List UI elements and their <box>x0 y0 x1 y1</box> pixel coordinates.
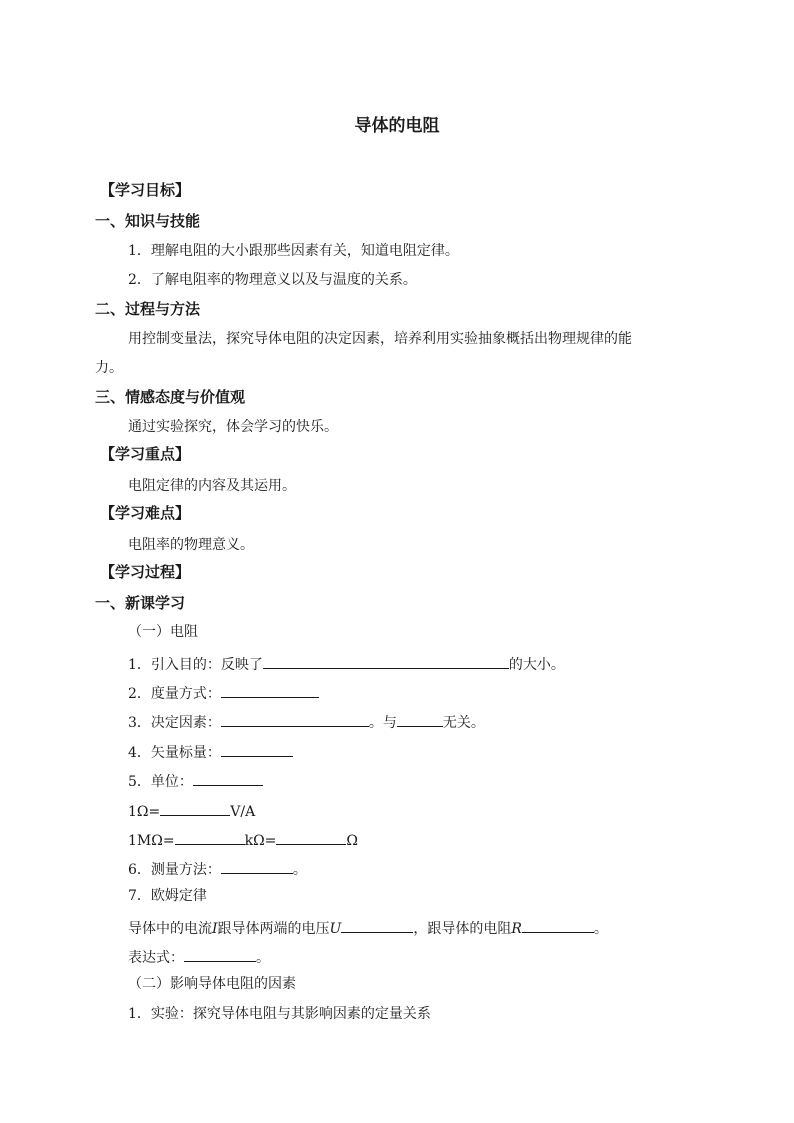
item4-label: 4．矢量标量： <box>128 745 221 761</box>
new-lesson-heading: 一、新课学习 <box>95 594 186 612</box>
item2-label: 2．度量方式： <box>128 686 221 702</box>
item3-prefix: 3．决定因素： <box>128 715 221 731</box>
voltage-symbol: U <box>329 921 342 937</box>
item3-suffix: 无关。 <box>442 715 485 731</box>
knowledge-heading: 一、知识与技能 <box>95 212 201 230</box>
factors-subheading: （二）影响导体电阻的因素 <box>128 976 296 992</box>
blank-voltage-relation <box>341 916 413 933</box>
expression-line <box>128 945 270 968</box>
process-heading: 二、过程与方法 <box>95 300 201 318</box>
blank-vector-scalar <box>221 740 293 757</box>
mohm-mid: kΩ= <box>244 833 277 849</box>
resistance-item-3 <box>128 710 485 733</box>
blank-measure <box>221 681 319 698</box>
resistance-item-2 <box>128 681 319 704</box>
item5-label: 5．单位： <box>128 774 193 790</box>
resistance-symbol: R <box>511 921 522 937</box>
difficulty-heading: 【学习难点】 <box>100 504 191 522</box>
blank-resistance-relation <box>522 916 594 933</box>
resistance-subheading: （一）电阻 <box>128 624 198 640</box>
factors-item-1: 1．实验：探究导体电阻与其影响因素的定量关系 <box>128 1006 431 1022</box>
ohm-conversion <box>128 799 255 822</box>
resistance-item-6 <box>128 857 307 880</box>
blank-kohm <box>175 828 245 845</box>
process-text-line2: 力。 <box>95 360 123 376</box>
item1-suffix: 的大小。 <box>508 657 565 673</box>
blank-measure-method <box>221 857 293 874</box>
blank-ohm-2 <box>276 828 346 845</box>
ohm-prefix: 1Ω= <box>128 804 161 820</box>
megaohm-conversion <box>128 828 358 851</box>
process-learning-heading: 【学习过程】 <box>100 563 191 581</box>
resistance-item-5 <box>128 769 263 792</box>
item3-mid: 。与 <box>368 715 397 731</box>
page-title: 导体的电阻 <box>354 116 440 136</box>
knowledge-item-2: 2．了解电阻率的物理意义以及与温度的关系。 <box>128 272 417 288</box>
focus-heading: 【学习重点】 <box>100 445 191 463</box>
blank-ohm <box>160 799 230 816</box>
difficulty-text: 电阻率的物理意义。 <box>128 537 254 553</box>
ohm-law-part-a: 导体中的电流 <box>128 921 212 937</box>
knowledge-item-1: 1．理解电阻的大小跟那些因素有关，知道电阻定律。 <box>128 243 459 259</box>
objectives-heading: 【学习目标】 <box>100 181 191 199</box>
current-symbol: I <box>212 921 218 937</box>
emotion-heading: 三、情感态度与价值观 <box>95 388 246 406</box>
ohm-law-statement <box>128 916 608 939</box>
mohm-prefix: 1MΩ= <box>128 833 175 849</box>
resistance-item-1 <box>128 652 565 675</box>
ohm-suffix: V/A <box>230 804 256 820</box>
resistance-item-7: 7．欧姆定律 <box>128 888 207 904</box>
blank-unrelated <box>397 710 443 727</box>
blank-expression <box>184 945 256 962</box>
process-text-line1: 用控制变量法，探究导体电阻的决定因素，培养利用实验抽象概括出物理规律的能 <box>128 331 632 347</box>
ohm-law-part-b: 跟导体两端的电压 <box>217 921 330 937</box>
ohm-law-part-d: 。 <box>593 921 608 937</box>
resistance-item-4 <box>128 740 293 763</box>
blank-unit <box>193 769 263 786</box>
blank-factors <box>221 710 369 727</box>
focus-text: 电阻定律的内容及其运用。 <box>128 478 296 494</box>
item6-suffix: 。 <box>292 862 307 878</box>
blank-purpose <box>263 652 509 669</box>
ohm-law-part-c: ，跟导体的电阻 <box>413 921 512 937</box>
item1-prefix: 1．引入目的：反映了 <box>128 657 263 673</box>
expression-suffix: 。 <box>256 950 270 966</box>
mohm-suffix: Ω <box>346 833 359 849</box>
item6-prefix: 6．测量方法： <box>128 862 221 878</box>
expression-prefix: 表达式： <box>128 950 184 966</box>
emotion-text: 通过实验探究，体会学习的快乐。 <box>128 419 338 435</box>
